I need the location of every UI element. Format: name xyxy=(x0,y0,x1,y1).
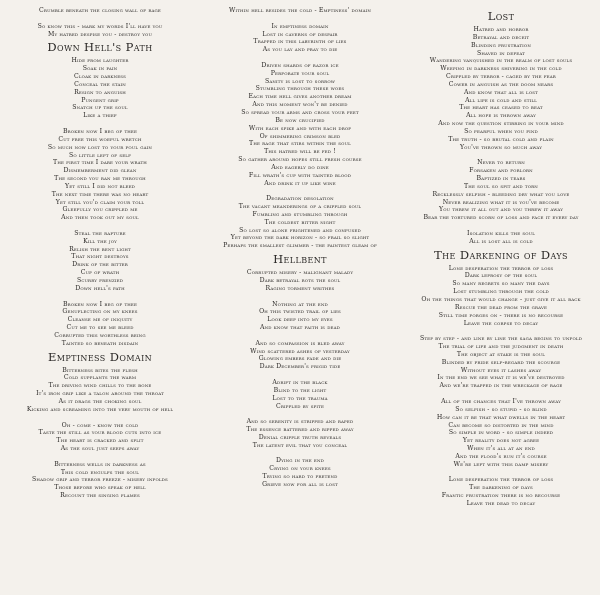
lyric-line: Nothing at the end xyxy=(272,300,328,308)
stanza-gap xyxy=(2,453,198,461)
lyric-line: The soul so spit and torn xyxy=(464,182,538,190)
lyric-line: Lone desperation the terror of loss xyxy=(448,264,554,272)
lyric-line: The rage that stirs within the soul xyxy=(249,140,351,148)
lyric-line: The trial of life and the judgment in death xyxy=(438,343,564,351)
lyric-line: Rescue the dead from the grave xyxy=(454,303,548,311)
lyric-line: Steal the rapture xyxy=(74,229,126,237)
lyric-line: Still time forges on - there is no recourse xyxy=(438,311,564,319)
lyric-line: Trapped in this labyrinth of lies xyxy=(253,38,347,46)
lyric-line: Recount the singing flames xyxy=(60,492,140,500)
lyric-line: Drink of the bitter xyxy=(72,261,128,269)
lyric-line: All hope is thrown away xyxy=(466,112,536,120)
stanza xyxy=(404,335,598,390)
stanza xyxy=(2,7,198,15)
lyric-line: Kicking and screaming into the very mouth of hell xyxy=(26,405,174,413)
lyric-line: Those before who speak of hell xyxy=(54,484,146,492)
lyric-line: The vacant meanderings of a crippled soul xyxy=(238,203,362,211)
lyric-line: In emptiness domain xyxy=(271,22,329,30)
lyric-line: Pungent grip xyxy=(81,96,119,104)
lyric-line: Conceal the stain xyxy=(74,80,126,88)
lyric-line: Fill wrath's cup with tainted blood xyxy=(248,171,352,179)
lyric-line: Bear the tortured scorn of loss and face it every day xyxy=(423,214,579,222)
lyric-line: And know that all is lost xyxy=(464,88,538,96)
lyric-line: Cold supplants the warm xyxy=(63,374,137,382)
stanza-gap xyxy=(2,15,198,23)
lyric-line: Oh the things that would change - just give it all back xyxy=(421,296,581,303)
lyric-line: Look deep into my eyes xyxy=(267,316,333,324)
lyric-line: Never realizing what it is you've become xyxy=(442,198,560,206)
stanza xyxy=(202,340,398,371)
lyric-line: So little left of self xyxy=(68,151,132,159)
lyric-line: The darkening of days xyxy=(469,484,533,492)
lyric-line: Crying on your knees xyxy=(269,465,331,473)
lyric-line: Fumbling and stumbling through xyxy=(252,210,348,218)
lyric-line: Baptized in tears xyxy=(476,175,526,183)
lyric-line: Cloak in darkness xyxy=(73,73,127,81)
lyric-line: So many regrets so many the days xyxy=(452,280,550,288)
lyric-line: Sanity is lost to sorrow xyxy=(264,77,336,85)
stanza xyxy=(2,461,198,500)
lyric-line: Yet still you'd claim your toll xyxy=(55,198,145,206)
lyric-line: So know this - mark my words I'll have you xyxy=(37,22,163,30)
lyric-line: Driven shards of razor ice xyxy=(261,61,339,69)
lyric-line: Lost to the trauma xyxy=(272,394,328,402)
lyric-line: Step by step - and line by line the saga begins to unfold xyxy=(419,335,583,343)
lyric-line: Degradation desolation xyxy=(266,195,334,203)
lyric-line: The driving wind chills to the bone xyxy=(48,382,152,390)
lyric-line: And drink it up like wine xyxy=(264,179,336,187)
lyric-line: Recklessly selfish - bleeding dry what you love xyxy=(432,190,570,198)
lyric-line: And this moment won't be denied xyxy=(252,101,348,109)
lyric-line: Soak in pain xyxy=(82,65,118,73)
lyric-line: So fearful when you find xyxy=(464,127,538,135)
lyric-line: And so compassion is bled away xyxy=(255,339,345,347)
lyric-line: Crumble beneath the closing wall of rage xyxy=(39,7,161,14)
lyric-line: The coldest bitter night xyxy=(264,218,336,226)
song-title: Down Hell's Path xyxy=(47,40,153,55)
lyric-line: Shadow grip and terror freeze - misery infolds xyxy=(32,476,168,484)
lyric-line: Denial cripple truth reveals xyxy=(258,433,342,441)
lyric-line: So spread your arms and cross your feet xyxy=(241,108,359,116)
lyric-line: Relish the bent light xyxy=(69,245,131,253)
lyric-line: Resign to anguish xyxy=(74,88,126,96)
lyrics-column-right xyxy=(404,7,598,508)
lyric-line: Blind to the light xyxy=(273,386,327,394)
lyric-line: Forsaken and forlorn xyxy=(469,167,533,175)
lyric-line: Leave the corpse to decay xyxy=(463,319,539,327)
lyric-line: My hatred despise you - destroy you xyxy=(48,30,152,38)
stanza xyxy=(404,230,598,246)
lyric-line: And now the question stirring in your mind xyxy=(438,120,564,128)
lyric-line: When it's all at an end xyxy=(467,445,535,453)
lyric-line: So selfish - so stupid - so blind xyxy=(455,405,547,413)
stanza xyxy=(404,159,598,222)
stanza xyxy=(2,367,198,414)
stanza-gap xyxy=(202,15,398,23)
stanza xyxy=(2,422,198,453)
lyric-line: The heart has ceased to beat xyxy=(459,104,543,112)
stanza xyxy=(202,418,398,449)
lyric-line: This hatred will be fed ! xyxy=(264,148,336,156)
lyric-line: Raging torment writhes xyxy=(265,284,335,292)
lyric-line: Crippled by spite xyxy=(275,402,325,410)
stanza xyxy=(202,457,398,488)
stanza xyxy=(404,398,598,469)
stanza xyxy=(404,26,598,152)
lyric-line: Crippled by terror - caged by the fear xyxy=(446,73,556,81)
stanza-gap xyxy=(404,469,598,477)
stanza-gap xyxy=(2,120,198,128)
stanza xyxy=(202,269,398,293)
lyric-line: Wandering vanquished in the realm of lost souls xyxy=(429,57,573,65)
lyric-line: Yet reality does not agree xyxy=(462,437,540,445)
lyric-line: The heart is cracked and split xyxy=(56,437,144,445)
lyric-line: Cower in anguish as the doom nears xyxy=(448,80,554,88)
lyrics-column-left xyxy=(2,7,198,500)
lyric-line: Like a thief xyxy=(83,112,117,120)
song-title: Emptiness Domain xyxy=(47,349,153,364)
lyric-line: Never to return xyxy=(477,159,525,167)
lyric-line: In the end we see what it is we've destroyed xyxy=(437,374,565,382)
stanza-gap xyxy=(202,332,398,340)
lyric-line: The latent evil that you conceal xyxy=(252,441,348,449)
lyric-line: Grieve now for all is lost xyxy=(262,480,338,488)
lyric-line: With each spike and with each drop xyxy=(248,124,352,132)
stanza xyxy=(202,23,398,54)
lyric-line: Trying so hard to pretend xyxy=(262,473,338,481)
song-title: Lost xyxy=(487,9,515,23)
lyric-line: Yet beyond the dark horizon - so frail so slight xyxy=(230,234,370,242)
stanza xyxy=(2,230,198,293)
lyric-line: The essence battered and ripped away xyxy=(246,426,354,434)
lyric-line: You've thrown so much away xyxy=(459,143,543,151)
stanza xyxy=(202,379,398,410)
lyric-line: Leave the dead to decay xyxy=(466,499,536,507)
lyric-line: Broken now I beg of thee xyxy=(62,300,138,308)
lyric-line: We're left with this damp misery xyxy=(453,460,549,468)
lyric-line: Gleefully you crippled me xyxy=(62,206,138,214)
lyric-line: Isolation kills the soul xyxy=(466,229,536,237)
song-title: Hellbent xyxy=(273,252,327,267)
stanza xyxy=(404,265,598,328)
lyric-line: Hide from laughter xyxy=(71,57,129,65)
lyric-line: Wind scattered ashes of yesterday xyxy=(250,347,350,355)
lyric-line: Frantic frustration there is no recourse xyxy=(441,492,561,500)
stanza xyxy=(2,23,198,39)
lyric-line: Blinded by pride self-regard the scourge xyxy=(441,358,561,366)
lyric-line: Bitterness bites the flesh xyxy=(62,366,138,374)
lyric-line: This cold engulfs the soul xyxy=(60,468,140,476)
lyric-line: Be now crucified xyxy=(275,116,325,124)
lyric-line: Snatch up the soul xyxy=(72,104,128,112)
lyric-line: Perhaps the smallest glimmer - the faintest gleam of xyxy=(223,242,377,250)
lyric-line: The first time I dare your wrath xyxy=(53,159,147,167)
lyric-line: Tainted so beneath disdain xyxy=(61,339,139,347)
lyric-line: Can become so distorted in the mind xyxy=(448,421,554,429)
lyric-line: Dark leprosy of the soul xyxy=(464,272,538,280)
lyric-line: Lost in caverns of despair xyxy=(262,30,338,38)
lyric-line: And so serenity is stripped and raped xyxy=(246,418,354,426)
lyric-line: And then took out my soul xyxy=(61,214,139,222)
lyric-line: Bitterness wells in darkness as xyxy=(54,460,146,468)
stanza-gap xyxy=(202,371,398,379)
lyric-line: Dark December's frigid tide xyxy=(259,363,341,371)
stanza-gap xyxy=(202,187,398,195)
lyric-line: Betrayal and deceit xyxy=(472,33,530,41)
lyric-line: And we're trapped in the wreckage of rage xyxy=(439,382,563,390)
lyric-line: As you lay and pray to die xyxy=(262,46,338,54)
lyric-line: Without eyes it lashes away xyxy=(460,366,542,374)
lyric-line: Oh - come - know the cold xyxy=(61,421,139,429)
stanza xyxy=(2,301,198,348)
stanza-gap xyxy=(404,222,598,230)
lyric-line: It's iron grip like a talon around the throat xyxy=(36,390,164,398)
lyric-line: Weeping in darkness shivering in the cold xyxy=(440,65,562,73)
lyric-line: Scurry frenzied xyxy=(76,277,124,284)
lyric-line: So simple in word - so simple indeed xyxy=(448,429,554,437)
lyric-line: As it drags the choking soul xyxy=(58,397,142,405)
stanza-gap xyxy=(404,152,598,160)
stanza xyxy=(202,301,398,332)
stanza-gap xyxy=(2,414,198,422)
lyric-line: Down hell's path xyxy=(75,284,125,292)
lyric-line: Broken now I beg of thee xyxy=(62,127,138,135)
lyric-line: Oh this twisted trail of lies xyxy=(259,308,341,316)
lyric-line: How can it be that what dwells in the heart xyxy=(436,413,566,421)
lyric-line: Corrupted misery - malignant malady xyxy=(246,269,354,277)
lyric-line: That night destroys xyxy=(71,253,129,261)
stanza-gap xyxy=(202,293,398,301)
lyrics-column-middle xyxy=(202,7,398,489)
lyric-line: Adrift in the black xyxy=(272,378,328,386)
lyric-line: So gather around hopes still fresh course xyxy=(238,156,362,164)
lyric-line: And the flood's run it's course xyxy=(455,452,547,460)
lyric-line: The object at stake is the soul xyxy=(456,350,546,358)
lyric-line: Kill the joy xyxy=(83,237,117,245)
lyric-line: As the soul just seeps away xyxy=(60,445,140,453)
lyric-line: Lone desperation the terror of loss xyxy=(448,476,554,484)
lyric-line: Of shimmering crimson bled xyxy=(259,132,341,140)
stanza-gap xyxy=(404,327,598,335)
stanza xyxy=(2,128,198,222)
stanza xyxy=(202,195,398,250)
lyric-line: You threw it all out and you threw it away xyxy=(438,206,564,214)
lyric-line: Cut free this woeful wretch xyxy=(58,135,142,143)
lyric-line: All life is cold and still xyxy=(465,96,537,104)
lyric-line: Corrupted this worthless being xyxy=(54,331,146,339)
lyric-line: The truth - so brutal cold and plain xyxy=(448,135,554,143)
stanza-gap xyxy=(2,293,198,301)
lyric-line: Taste the still as your blood cuts into ice xyxy=(38,429,162,437)
lyric-line: Lost stumbling through the cold xyxy=(453,288,549,296)
lyric-line: Glowing embers fade and die xyxy=(258,355,342,363)
lyric-line: Dismemberment did glean xyxy=(63,167,137,175)
song-title: The Darkening of Days xyxy=(434,247,568,262)
stanza-gap xyxy=(2,222,198,230)
lyric-line: Cup of wrath xyxy=(80,269,120,277)
stanza-gap xyxy=(202,54,398,62)
stanza-gap xyxy=(404,390,598,398)
lyric-line: And eagerly do dine xyxy=(271,163,329,171)
lyric-line: Dark betrayal rots the soul xyxy=(259,277,341,284)
lyric-line: So lost so alone frightened and confused xyxy=(239,226,361,234)
stanza xyxy=(202,62,398,188)
stanza xyxy=(202,7,398,15)
lyric-line: Cut me to see me bleed xyxy=(66,324,134,332)
stanza xyxy=(404,476,598,507)
lyric-line: Dying in the end xyxy=(276,457,324,465)
lyric-line: All of the chances that I've thrown away xyxy=(441,397,561,405)
lyric-line: Each time hell gives another dream xyxy=(248,93,352,101)
lyric-line: So much now lost to your foul gain xyxy=(47,143,153,151)
stanza xyxy=(2,57,198,120)
lyric-line: Shaved in defeat xyxy=(476,49,525,57)
lyric-line: Cleanse me of iniquity xyxy=(67,316,133,324)
lyric-line: Perforate your soul xyxy=(270,69,330,77)
lyric-line: Genuflecting on my knees xyxy=(62,308,138,316)
lyric-line: Hatred and horror xyxy=(473,26,529,33)
lyric-line: Blinding frustration xyxy=(470,41,531,49)
lyric-line: All is lost all is cold xyxy=(469,237,533,245)
lyric-line: The second you ran me through xyxy=(54,175,146,183)
stanza-gap xyxy=(202,410,398,418)
lyric-line: Within hell resides the cold - Emptiness' domain xyxy=(229,7,371,14)
lyric-line: Stumbling through these woes xyxy=(255,85,345,93)
lyric-line: And know that faith is dead xyxy=(259,324,341,332)
stanza-gap xyxy=(202,450,398,458)
lyric-line: Yet still I did not bleed xyxy=(64,182,136,190)
lyric-line: The next time there was no heart xyxy=(51,190,149,198)
